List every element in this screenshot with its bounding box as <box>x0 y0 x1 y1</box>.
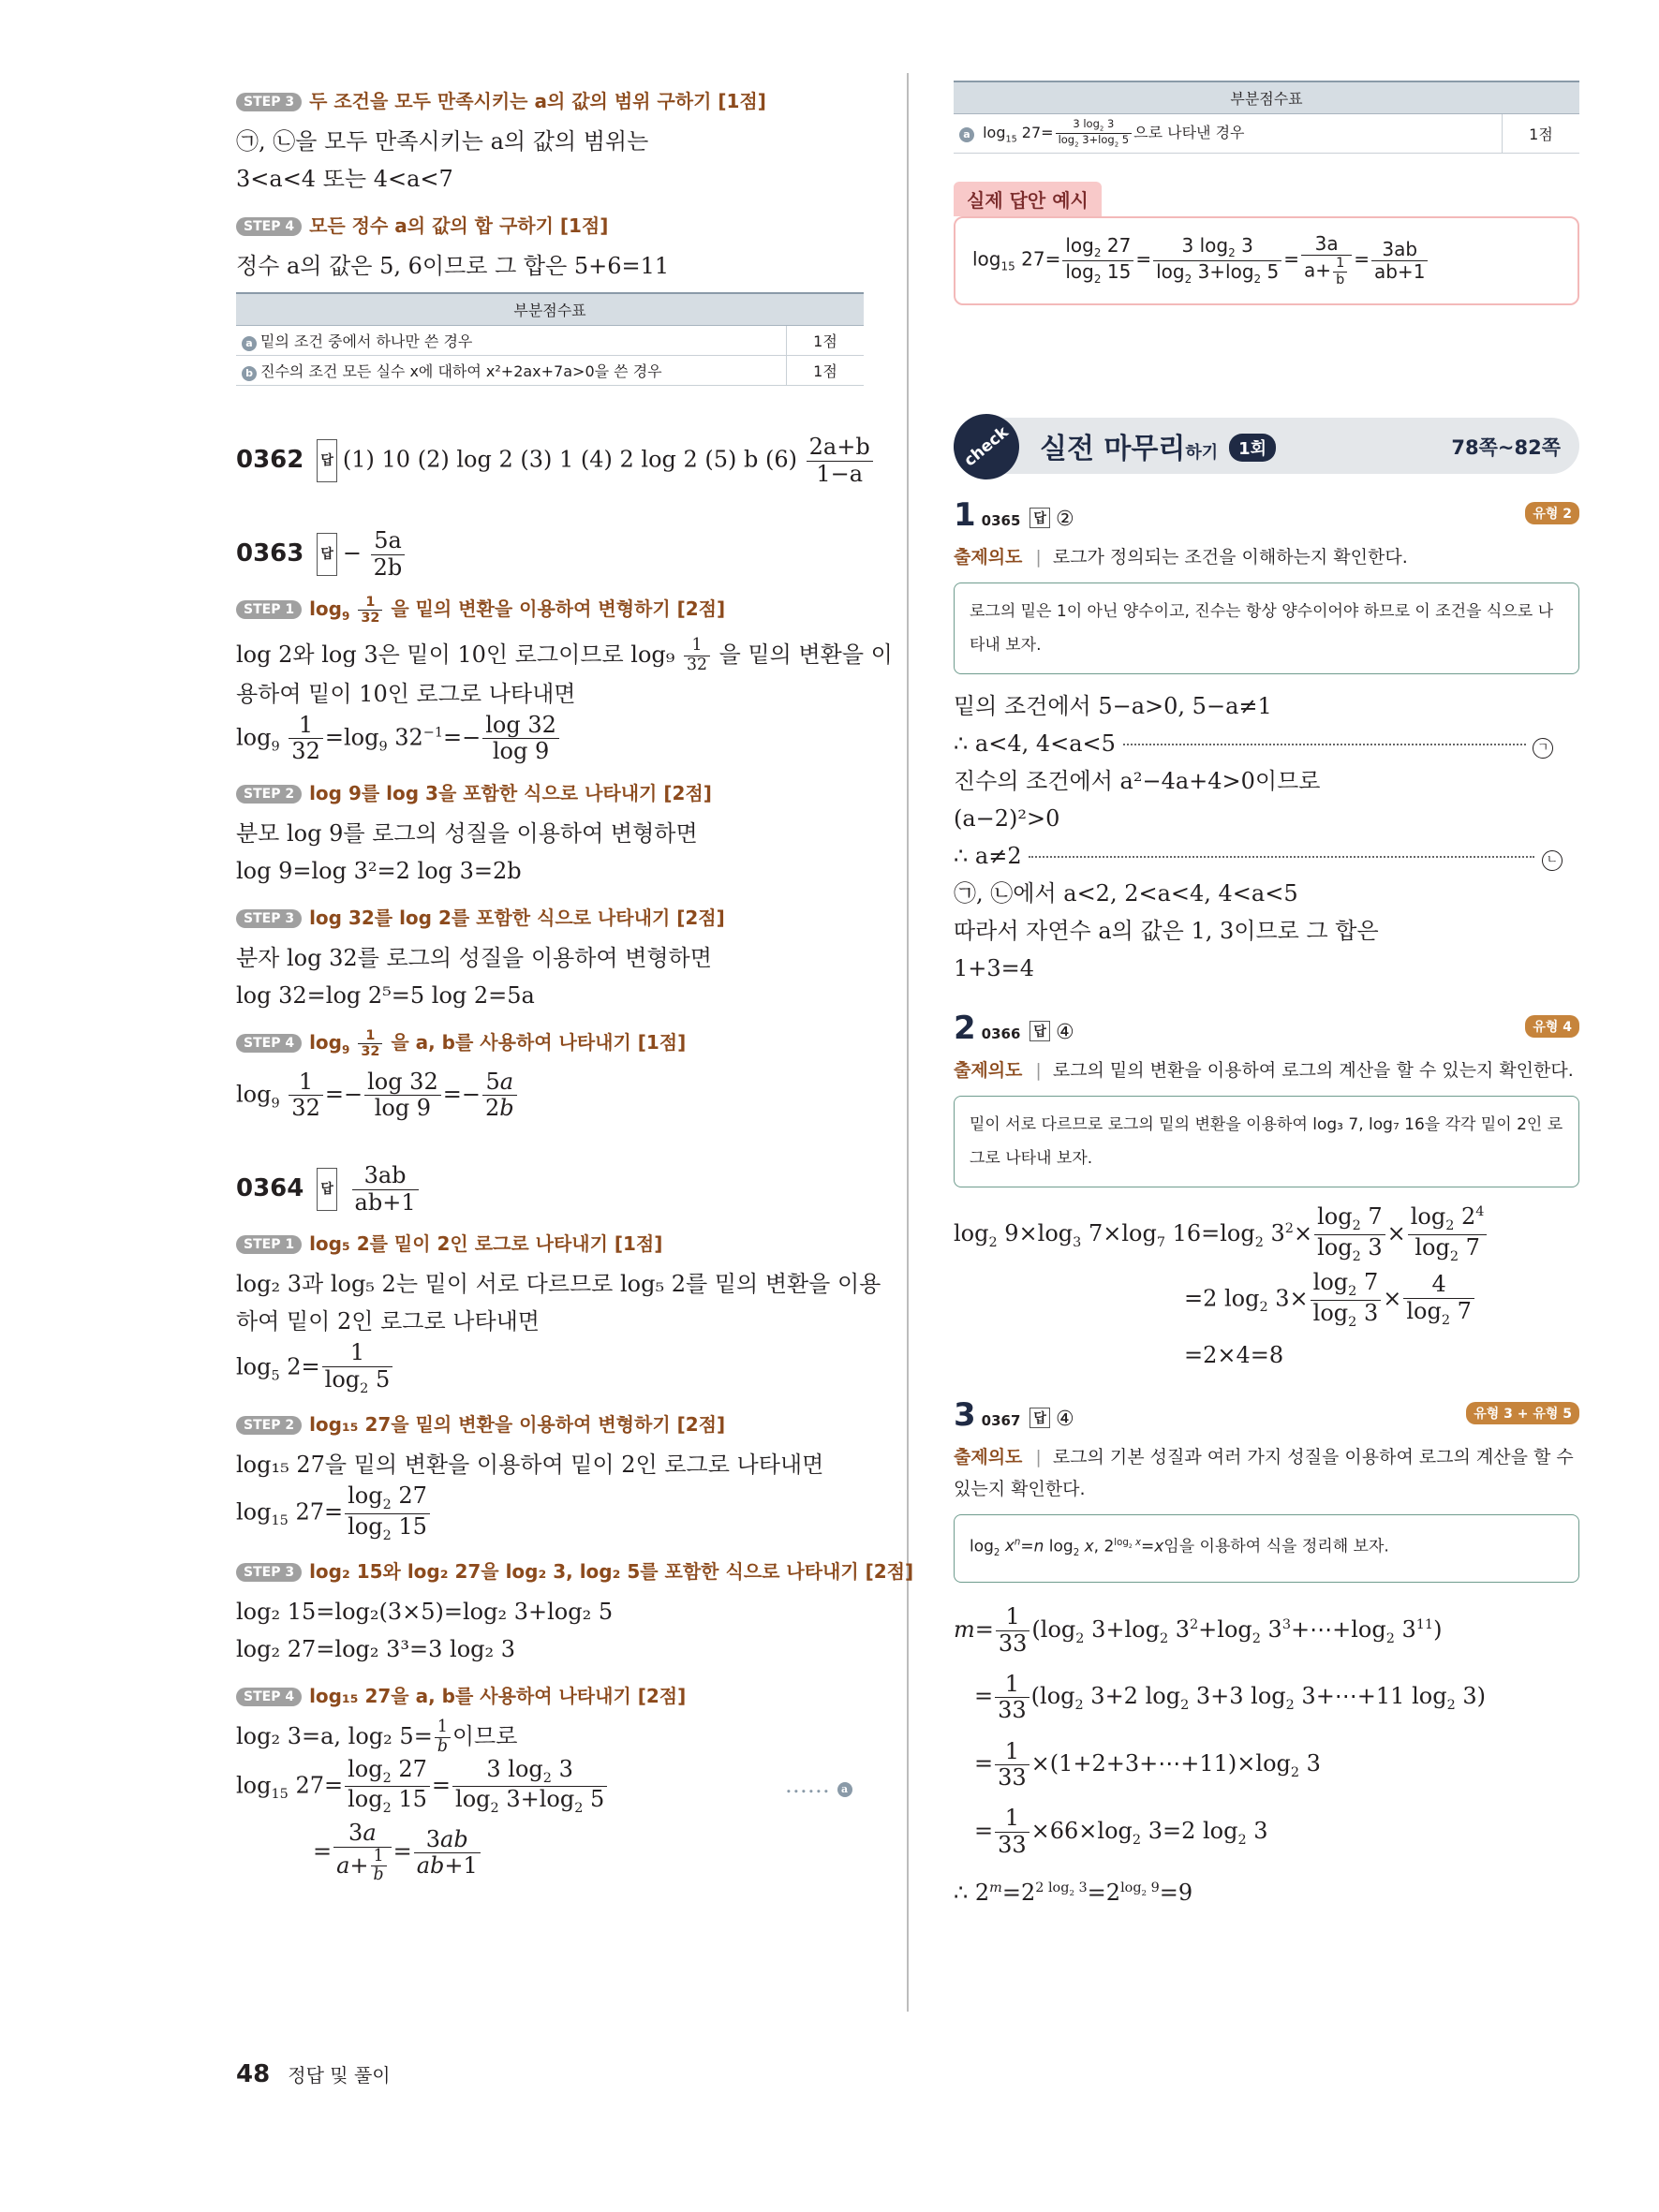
page-number: 48 <box>236 2060 271 2088</box>
intent: 출제의도 | 로그의 밑의 변환을 이용하여 로그의 계산을 할 수 있는지 확인한다. <box>954 1059 1574 1081</box>
formula: $\log_9$ $\frac{1}{32}$ $=\log_9$ $32^{-1}=-$ $\frac{\log 32}{\log 9}$ <box>236 713 864 765</box>
page-footer <box>236 2060 391 2088</box>
solution-line: log 2와 log 3은 밑이 10인 로그이므로 log₉ $\frac{1}{32}$ 을 밑의 변환을 이 <box>236 636 893 674</box>
hint-box: $\log_2 x^n=n$ $\log_2 x$, $2^{log_2 x}=x$임을 이용하여 식을 정리해 보자. <box>954 1514 1579 1583</box>
hint-box: 밑이 서로 다르므로 로그의 밑의 변환을 이용하여 log₃ 7, log₇ 16을 각각 밑이 2인 로그로 나타내 보자. <box>954 1096 1579 1187</box>
step-heading: STEP 1 $\log_9$ $\frac{1}{32}$ 을 밑의 변환을 이용하여 변형하기 [2점] <box>236 594 864 627</box>
formula: m= $\frac{1}{33}$ ($\log_2$ $3+\log_2$ $3^2+\log_2$ $3^3+\cdots+\log_2$ $3^{11}$) <box>954 1603 1443 1657</box>
solution-line: ∴ a<4, 4<a<5 ㄱ <box>954 725 1579 762</box>
solution-line: ㉠, ㉡을 모두 만족시키는 a의 값의 범위는 <box>236 128 649 155</box>
question-2-header: 2 0366 답 ④ 유형 4 <box>954 1010 1579 1053</box>
right-column <box>954 73 1579 1912</box>
step-heading: STEP 1 log₅ 2를 밑이 2인 로그로 나타내기 [1점] <box>236 1229 864 1256</box>
formula: ∴ $2^m=2^{2 log_2 3}=2^{log_2 9}=9$ <box>954 1879 1193 1906</box>
type-badge: 유형 4 <box>1525 1015 1579 1038</box>
formula: $\log_{15} 27=$ $\frac{\log_2 27}{\log_2 15}$ = $\frac{3 \log_2 3}{\log_2 3+\log_2 5}$ …… a <box>236 1757 864 1821</box>
solution-line: 정수 a의 값은 5, 6이므로 그 합은 5+6=11 <box>236 253 670 279</box>
question-1-header: 1 0365 답 ② 유형 2 <box>954 496 1579 539</box>
intent: 출제의도 | 로그의 기본 성질과 여러 가지 성질을 이용하여 로그의 계산을 할 수 있는지 확인한다. <box>954 1446 1574 1499</box>
formula: = $\frac{1}{33}$ $\times 66\times\log_2$ 3=2 $\log_2 3$ <box>974 1805 1268 1858</box>
step-heading: STEP 2 log 9를 log 3을 포함한 식으로 나타내기 [2점] <box>236 778 864 805</box>
solution-line: 용하여 밑이 10인 로그로 나타내면 <box>236 680 576 707</box>
solution-line: 따라서 자연수 a의 값은 1, 3이므로 그 합은 <box>954 917 1379 944</box>
formula: $\log_5 2=$ $\frac{1}{\log_2 5}$ <box>236 1340 864 1396</box>
formula: log₂ 3=a, log₂ 5= $\frac{1}{b}$ 이므로 <box>236 1718 518 1756</box>
solution-line: 분모 log 9를 로그의 성질을 이용하여 변형하면 <box>236 820 698 848</box>
problem-0363: 0363 답 − $\frac{5a}{2b}$ <box>236 528 864 581</box>
formula: =2×4=8 <box>1184 1341 1284 1368</box>
solution-line: 진수의 조건에서 a²−4a+4>0이므로 <box>954 767 1321 794</box>
formula: = 3a a+ $\frac{1}{b}$ = $\frac{3ab}{ab+1}$ <box>236 1821 864 1885</box>
step-heading: STEP 2 log₁₅ 27을 밑의 변환을 이용하여 변형하기 [2점] <box>236 1409 864 1437</box>
solution-line: 1+3=4 <box>954 954 1035 981</box>
type-badge: 유형 2 <box>1525 502 1579 524</box>
formula: $\log_9$ $\frac{1}{32}$ =− $\frac{\log 32}{\log 9}$ =− $\frac{5a}{2b}$ <box>236 1069 864 1122</box>
formula: log₂ 27=log₂ 3³=3 log₂ 3 <box>236 1636 516 1662</box>
table-row: a $\log_{15} 27=$ $\frac{3 \log_2 3}{\log_2 3+\log_2 5}$ 으로 나타낸 경우 1점 <box>954 114 1579 154</box>
type-badge: 유형 3 + 유형 5 <box>1466 1402 1579 1424</box>
step-heading: STEP 4 $\log_9$ $\frac{1}{32}$ 을 a, b를 사용하여 나타내기 [1점] <box>236 1027 864 1060</box>
table-row: b 진수의 조건 모든 실수 x에 대하여 x²+2ax+7a>0을 쓴 경우 1점 <box>236 356 864 386</box>
table-row: a 밑의 조건 중에서 하나만 쓴 경우 1점 <box>236 326 864 356</box>
check-badge: check <box>941 400 1033 493</box>
solution-line: 분자 log 32를 로그의 성질을 이용하여 변형하면 <box>236 945 712 972</box>
column-divider <box>907 73 909 2012</box>
solution-line: log₁₅ 27을 밑의 변환을 이용하여 밑이 2인 로그로 나타내면 <box>236 1452 824 1479</box>
step-heading: STEP 3 log 32를 log 2를 포함한 식으로 나타내기 [2점] <box>236 903 864 930</box>
step-heading: STEP 4 log₁₅ 27을 a, b를 사용하여 나타내기 [2점] <box>236 1681 864 1708</box>
formula: = $\frac{1}{33}$ ($\log_2$ 3+2 $\log_2 3+3$ $\log_2$ 3+⋯+11 $\log_2 3$) <box>974 1670 1486 1724</box>
formula: log 32=log 2⁵=5 log 2=5a <box>236 982 535 1010</box>
formula: $\log_2 9\times\log_3$ $7\times\log_7$ $16=\log_2$ $3^2\times$ $\frac{\log_2 7}{\log_2 3}$ × $\frac{\log_2 2^4}{\log_2 7}$ <box>954 1201 1579 1271</box>
problem-0364: 0364 답 $\frac{3ab}{ab+1}$ <box>236 1163 864 1216</box>
solution-line: ㉠, ㉡에서 a<2, 2<a<4, 4<a<5 <box>954 879 1298 907</box>
step-heading: STEP 3 log₂ 15와 log₂ 27을 log₂ 3, log₂ 5를 포함한 식으로 나타내기 [2점] <box>236 1556 864 1584</box>
step-heading: STEP 3 두 조건을 모두 만족시키는 a의 값의 범위 구하기 [1점] <box>236 86 864 113</box>
solution-line: 밑의 조건에서 5−a>0, 5−a≠1 <box>954 692 1272 719</box>
solution-line: log₂ 3과 log₅ 2는 밑이 서로 다르므로 log₅ 2를 밑의 변환을 이용 <box>236 1271 881 1298</box>
formula: log 9=log 3²=2 log 3=2b <box>236 858 522 885</box>
answer-example: 실제 답안 예시 $\log_{15} 27=$ $\frac{\log_2 27}{\log_2 15}$ = $\frac{3 \log_2 3}{\log_2 3+\log_2 5}$ = 3a a+ $\frac{1}{b}$ = $\frac{3ab}{ab+1}$ <box>954 182 1579 304</box>
solution-line: ∴ a≠2 ㄴ <box>954 837 1579 875</box>
formula: =2 $\log_2 3\times$ $\frac{\log_2 7}{\log_2 3}$ × $\frac{4}{\log_2 7}$ <box>954 1270 1579 1335</box>
partial-score-table: 부분점수표 a $\log_{15} 27=$ $\frac{3 \log_2 3}{\log_2 3+\log_2 5}$ 으로 나타낸 경우 1점 <box>954 81 1579 154</box>
example-box: $\log_{15} 27=$ $\frac{\log_2 27}{\log_2 15}$ = $\frac{3 \log_2 3}{\log_2 3+\log_2 5}$ = 3a a+ $\frac{1}{b}$ = $\frac{3ab}{ab+1}$ <box>954 216 1579 304</box>
intent: 출제의도 | 로그가 정의되는 조건을 이해하는지 확인한다. <box>954 546 1408 568</box>
formula: $\log_{15} 27=$ $\frac{\log_2 27}{\log_2 15}$ <box>236 1483 864 1543</box>
step-heading: STEP 4 모든 정수 a의 값의 합 구하기 [1점] <box>236 211 864 238</box>
left-column <box>236 73 914 1885</box>
solution-line: 3<a<4 또는 4<a<7 <box>236 166 453 192</box>
solution-line: 하여 밑이 2인 로그로 나타내면 <box>236 1308 540 1335</box>
problem-0362: 0362 답 (1) 10 (2) log 2 (3) 1 (4) 2 log 2 (5) b (6) $\frac{2a+b}{1-a}$ <box>236 435 864 487</box>
footer-label: 정답 및 풀이 <box>288 2064 391 2087</box>
partial-score-table: 부분점수표 a 밑의 조건 중에서 하나만 쓴 경우 1점 b 진수의 조건 모든 실수 x에 대하여 x²+2ax+7a>0을 쓴 경우 1점 <box>236 292 864 386</box>
hint-box: 로그의 밑은 1이 아닌 양수이고, 진수는 항상 양수이어야 하므로 이 조건을 식으로 나타내 보자. <box>954 582 1579 674</box>
formula: log₂ 15=log₂(3×5)=log₂ 3+log₂ 5 <box>236 1599 614 1625</box>
question-3-header: 3 0367 답 ④ 유형 3 + 유형 5 <box>954 1396 1579 1439</box>
section-banner: check 실전 마무리하기 1회 78쪽~82쪽 <box>954 418 1579 474</box>
formula: = $\frac{1}{33}$ $\times(1+2+3+\cdots+11)\times\log_2$ 3 <box>974 1737 1321 1792</box>
solution-line: (a−2)²>0 <box>954 804 1060 832</box>
